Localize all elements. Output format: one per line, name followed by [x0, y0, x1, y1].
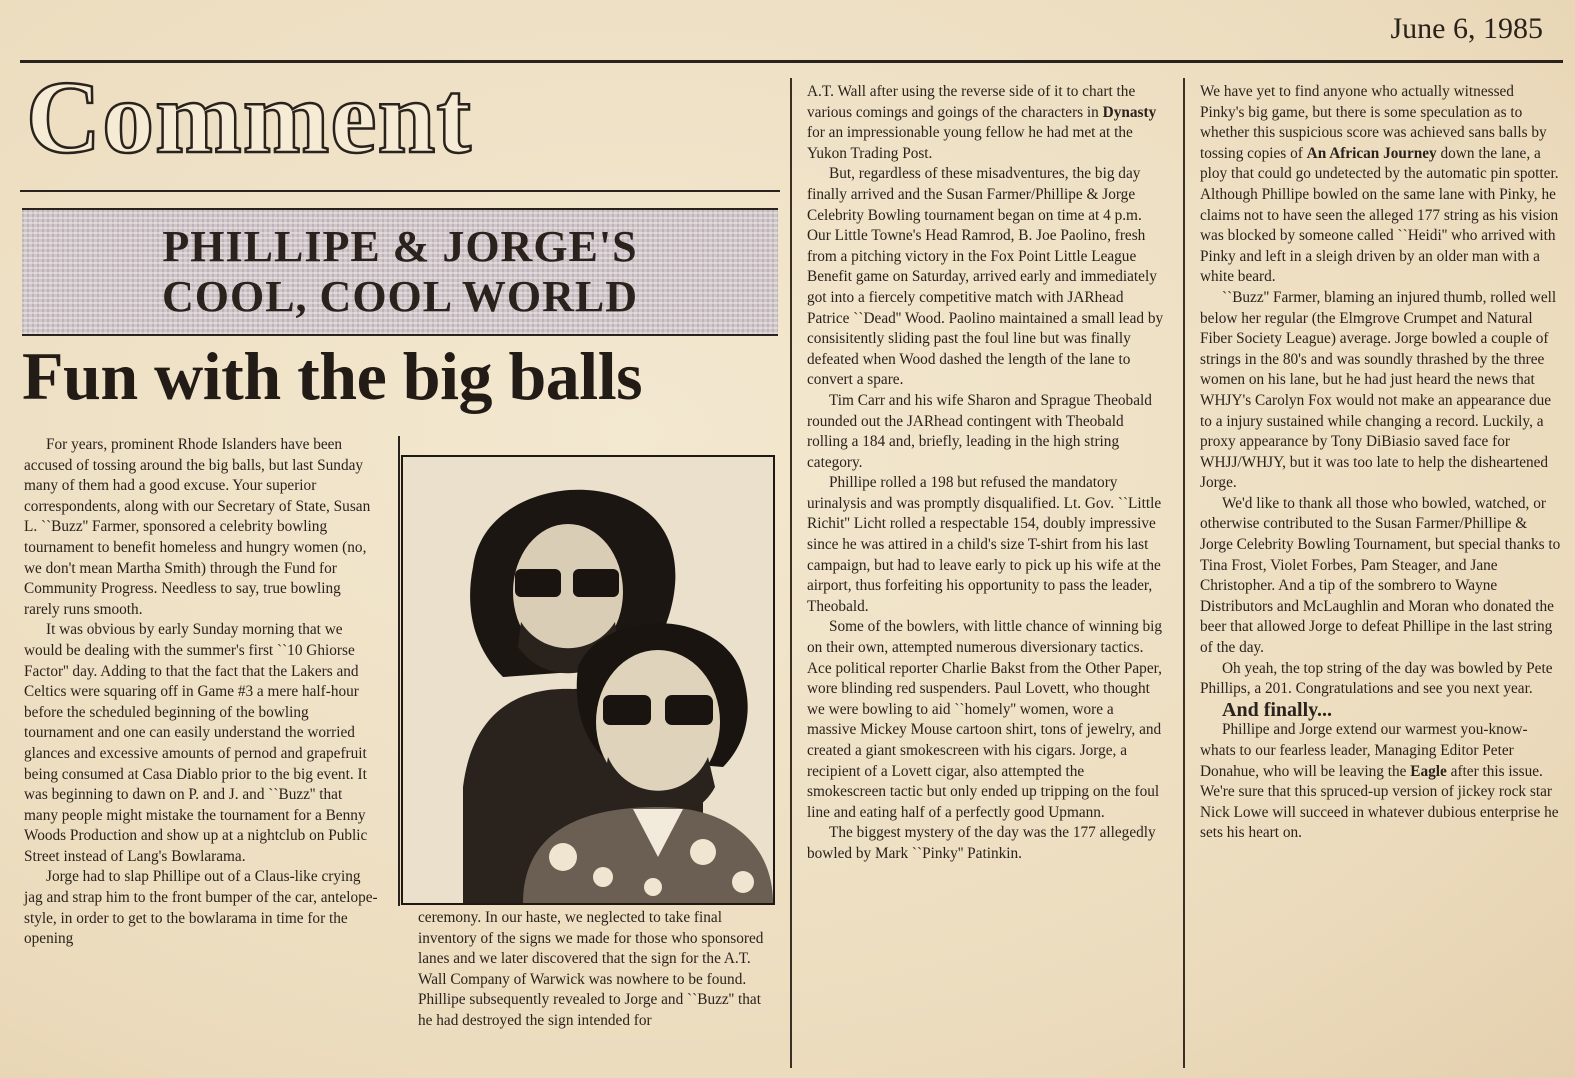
paragraph: Phillipe rolled a 198 but refused the mandatory urinalysis and was promptly disqualified. Lt. Gov. ``Little Richit'' Licht rolled a respectable 154, doubly impressive since he was attired in a child's size T-shirt from his last campaign, but had to leave early to pick up his wife at the airport, thus forfeiting his opportunity to pass the leader, Theobald. [807, 474, 1162, 615]
paragraph: A.T. Wall after using the reverse side of it to chart the various comings and goings of the characters in Dynasty for an impressionable young fellow he had met at the Yukon Trading Post. [807, 83, 1157, 162]
paragraph: But, regardless of these misadventures, the big day finally arrived and the Susan Farmer/Phillipe & Jorge Celebrity Bowling tournament began on time at 4 p.m. Our Little Towne's Head Ramrod, B. Joe Paolino, fresh from a pitching victory in the Fox Point Little League Benefit game on Saturday, arrived early and immediately got into a fiercely competitive match with JARhead Patrice ``Dead'' Wood. Paolino maintained a small lead by consisitently sliding past the foul line but was finally defeated when Wood dashed the length of the lane to convert a spare. [807, 165, 1164, 389]
article-column-4 [1200, 82, 1562, 844]
paragraph: It was obvious by early Sunday morning that we would be dealing with the summer's first ``10 Ghiorse Factor'' day. Adding to that the fact that the Lakers and Celtics were squaring off in Game #3 a mere half-hour before the scheduled beginning of the bowling tournament and one can easily understand the worried glances and excessive amounts of pernod and grapefruit being consumed at Casa Diablo prior to the big event. It was beginning to dawn on P. and J. and ``Buzz'' that many people might mistake the tournament for a Benny Woods Production and show up at a nightclub on Public Street instead of Lang's Bowlarama. [24, 621, 368, 865]
paragraph: We'd like to thank all those who bowled, watched, or otherwise contributed to the Susan Farmer/Phillipe & Jorge Celebrity Bowling Tournament, but special thanks to Tina Frost, Violet Forbes, Pam Steager, and Jane Christopher. And a tip of the sombrero to Wayne Distributors and McLaughlin and Moran who donated the beer that allowed Jorge to defeat Phillipe in the last string of the day. [1200, 494, 1561, 657]
article-column-2 [418, 908, 778, 1032]
book-title: An African Journey [1306, 144, 1437, 162]
paragraph: ceremony. In our haste, we neglected to take final inventory of the signs we made for those who sponsored lanes and we later discovered that the sign for the A.T. Wall Company of Warwick was nowhere to be found. Phillipe subsequently revealed to Jorge and ``Buzz'' that he had destroyed the sign intended for [418, 909, 764, 1029]
tv-show-title: Dynasty [1102, 103, 1157, 121]
column-divider [790, 78, 792, 1068]
subhead: And finally... [1222, 698, 1333, 721]
banner-line-1: PHILLIPE & JORGE'S [162, 222, 638, 271]
photo-of-two-men [401, 455, 775, 905]
column-banner [22, 208, 778, 336]
column-divider [1183, 78, 1185, 1068]
newspaper-name: Eagle [1410, 762, 1447, 780]
portrait-illustration [403, 457, 773, 903]
issue-date: June 6, 1985 [1390, 12, 1543, 45]
paragraph: For years, prominent Rhode Islanders have been accused of tossing around the big balls, but last Sunday many of them had a good excuse. Your superior correspondents, along with our Secretary of State, Susan L. ``Buzz'' Farmer, sponsored a celebrity bowling tournament to benefit homeless and hungry women (no, we don't mean Martha Smith) through the Fund for Community Progress. Needless to say, true bowling rarely runs smooth. [24, 436, 371, 618]
paragraph: The biggest mystery of the day was the 177 allegedly bowled by Mark ``Pinky'' Patinkin. [807, 824, 1156, 862]
paragraph: Phillipe and Jorge extend our warmest you-know-whats to our fearless leader, Managing Editor Peter Donahue, who will be leaving the Eagle after this issue. We're sure that this spruced-up version of jickey rock star Nick Lowe will succeed in whatever dubious enterprise he sets his heart on. [1200, 721, 1559, 842]
photo-rule [398, 436, 400, 906]
paragraph: We have yet to find anyone who actually witnessed Pinky's big game, but there is some speculation as to whether this suspicious score was achieved sans balls by tossing copies of An African Journey down the lane, a ploy that could go undetected by the automatic pin spotter. Although Phillipe bowled on the same lane with Pinky, he claims not to have seen the alleged 177 string as his vision was blocked by someone called ``Heidi'' who arrived with Pinky and left in a sleigh driven by an older man with a white beard. [1200, 83, 1559, 286]
article-column-1 [24, 435, 379, 950]
paragraph: ``Buzz'' Farmer, blaming an injured thumb, rolled well below her regular (the Elmgrove Crumpet and Natural Fiber Society League) average. Jorge bowled a couple of strings in the 80's and was soundly thrashed by the three women on his lane, but he had just heard the news that WHJY's Carolyn Fox would not make an appearance due to a injury sustained while changing a record. Luckily, a proxy appearance by Tony DiBiasio saved face for WHJJ/WHJY, but it was too late to help the disheartened Jorge. [1200, 288, 1557, 492]
banner-line-2: COOL, COOL WORLD [161, 272, 639, 321]
paragraph: Jorge had to slap Phillipe out of a Claus-like crying jag and strap him to the front bumper of the car, antelope-style, in order to get to the bowlarama in time for the opening [24, 868, 378, 948]
article-headline: Fun with the big balls [22, 338, 643, 414]
masthead-rule [20, 190, 780, 192]
section-masthead: Comment [26, 60, 473, 175]
paragraph: Some of the bowlers, with little chance of winning big on their own, attempted numerous diversionary tactics. Ace political reporter Charlie Bakst from the Other Paper, wore blinding red suspenders. Paul Lovett, who thought we were bowling to aid ``homely'' women, wore a massive Mickey Mouse cartoon shirt, tons of jewelry, and created a giant smokescreen with his cigars. Jorge, a recipient of a Lovett cigar, also attempted the smokescreen tactic but only ended up tripping on the foul line and eating half of a perfectly good Upmann. [807, 618, 1163, 821]
article-column-3 [807, 82, 1165, 865]
paragraph: Oh yeah, the top string of the day was bowled by Pete Phillips, a 201. Congratulations and see you next year. [1200, 659, 1553, 698]
paragraph: Tim Carr and his wife Sharon and Sprague Theobald rounded out the JARhead contingent with Theobald rolling a 184 and, briefly, leading in the high string category. [807, 391, 1152, 471]
